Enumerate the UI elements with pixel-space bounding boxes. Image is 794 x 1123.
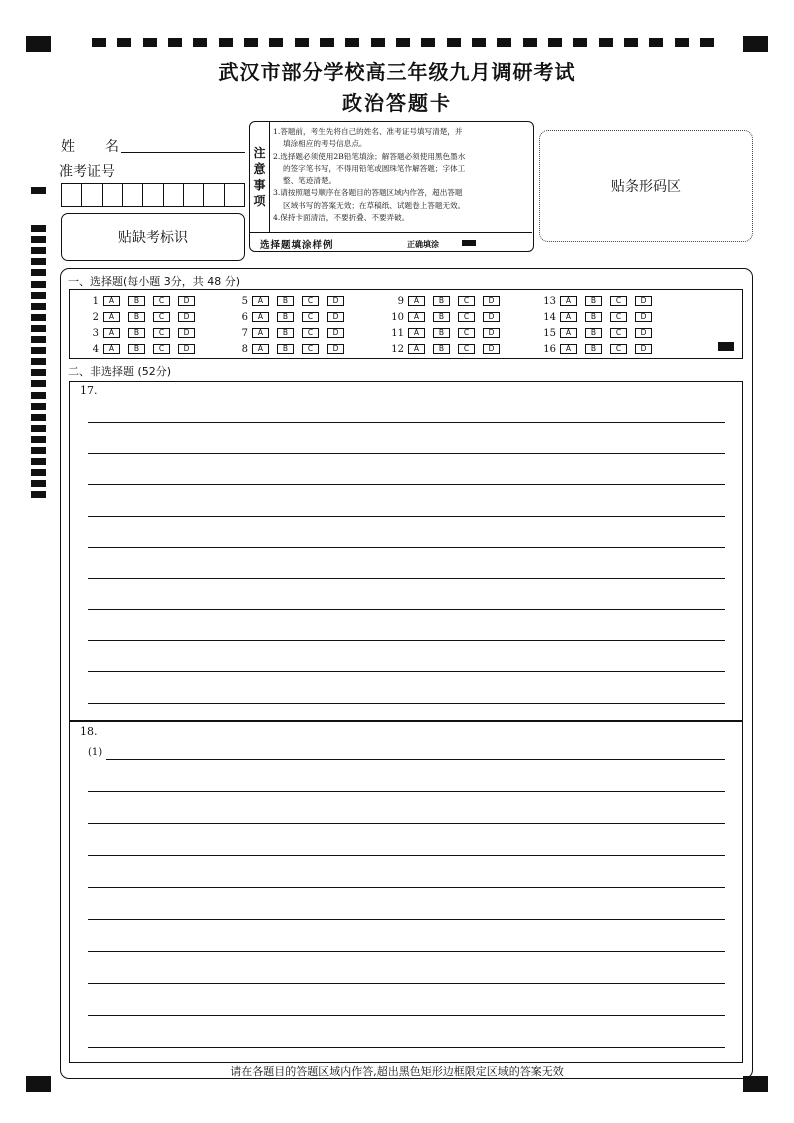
question-17-label: 17. — [80, 384, 98, 397]
timing-dash — [447, 38, 461, 47]
answer-line[interactable] — [88, 547, 725, 548]
mc-option-b[interactable]: B — [128, 344, 145, 354]
mc-question-number: 14 — [543, 311, 556, 323]
name-field[interactable] — [121, 152, 245, 153]
timing-dash — [117, 38, 131, 47]
timing-tick — [31, 380, 46, 387]
mc-question-1 — [88, 295, 203, 307]
mc-question-number: 15 — [543, 327, 556, 339]
timing-tick — [31, 247, 46, 254]
notice-box — [249, 121, 534, 252]
mc-option-a[interactable]: A — [103, 328, 120, 338]
side-mark — [31, 187, 46, 194]
mc-option-a[interactable]: A — [408, 344, 425, 354]
mc-option-b[interactable]: B — [128, 312, 145, 322]
answer-line[interactable] — [88, 609, 725, 610]
timing-dash — [624, 38, 638, 47]
mc-option-a[interactable]: A — [252, 312, 269, 322]
mc-option-b[interactable]: B — [277, 344, 294, 354]
mc-option-a[interactable]: A — [252, 344, 269, 354]
mc-option-c[interactable]: C — [153, 344, 170, 354]
mc-question-number: 3 — [92, 327, 99, 339]
mc-question-12 — [388, 343, 508, 355]
timing-dash — [700, 38, 714, 47]
mc-option-a[interactable]: A — [103, 296, 120, 306]
mc-timing-mark — [718, 342, 734, 351]
timing-tick — [31, 281, 46, 288]
timing-dash — [92, 38, 106, 47]
exam-subtitle: 政治答题卡 — [342, 91, 452, 115]
timing-dash — [371, 38, 385, 47]
mc-question-14 — [540, 311, 660, 323]
mc-question-number: 7 — [241, 327, 248, 339]
mc-option-d[interactable]: D — [483, 312, 500, 322]
answer-line[interactable] — [88, 855, 725, 856]
timing-dash — [320, 38, 334, 47]
answer-line[interactable] — [88, 422, 725, 423]
mc-option-d[interactable]: D — [635, 312, 652, 322]
mc-option-c[interactable]: C — [153, 296, 170, 306]
mc-question-number: 5 — [241, 295, 248, 307]
answer-line[interactable] — [88, 516, 725, 517]
mc-question-4 — [88, 343, 203, 355]
answer-line[interactable] — [88, 703, 725, 704]
mc-option-d[interactable]: D — [635, 344, 652, 354]
answer-line[interactable] — [88, 453, 725, 454]
question-18-label: 18. — [80, 725, 98, 738]
mc-option-b[interactable]: B — [128, 328, 145, 338]
exam-id-grid[interactable] — [61, 183, 245, 207]
mc-question-15 — [540, 327, 660, 339]
timing-tick — [31, 258, 46, 265]
mc-option-c[interactable]: C — [302, 312, 319, 322]
answer-line[interactable] — [106, 759, 725, 760]
answer-line[interactable] — [88, 791, 725, 792]
timing-tick — [31, 414, 46, 421]
mc-question-number: 1 — [92, 295, 99, 307]
mc-option-c[interactable]: C — [458, 312, 475, 322]
mc-option-c[interactable]: C — [610, 344, 627, 354]
mc-option-b[interactable]: B — [585, 344, 602, 354]
mc-option-a[interactable]: A — [408, 296, 425, 306]
mc-question-6 — [237, 311, 352, 323]
timing-dash — [345, 38, 359, 47]
mc-option-b[interactable]: B — [585, 296, 602, 306]
mc-option-a[interactable]: A — [252, 328, 269, 338]
mc-question-7 — [237, 327, 352, 339]
mc-option-a[interactable]: A — [408, 312, 425, 322]
timing-dash — [168, 38, 182, 47]
timing-tick — [31, 314, 46, 321]
timing-dash — [649, 38, 663, 47]
mc-question-number: 4 — [92, 343, 99, 355]
mc-option-a[interactable]: A — [103, 312, 120, 322]
mc-option-c[interactable]: C — [458, 328, 475, 338]
timing-dash — [523, 38, 537, 47]
mc-question-13 — [540, 295, 660, 307]
mc-option-a[interactable]: A — [408, 328, 425, 338]
mc-option-b[interactable]: B — [433, 328, 450, 338]
mc-option-a[interactable]: A — [560, 328, 577, 338]
mc-option-c[interactable]: C — [153, 328, 170, 338]
timing-tick — [31, 369, 46, 376]
answer-line[interactable] — [88, 951, 725, 952]
mc-option-d[interactable]: D — [178, 344, 195, 354]
timing-tick — [31, 303, 46, 310]
mc-option-d[interactable]: D — [327, 312, 344, 322]
section1-title: 一、选择题(每小题 3分，共 48 分) — [68, 275, 241, 288]
mc-option-a[interactable]: A — [252, 296, 269, 306]
mc-question-number: 12 — [391, 343, 404, 355]
mc-option-c[interactable]: C — [610, 328, 627, 338]
mc-option-b[interactable]: B — [277, 296, 294, 306]
mc-option-d[interactable]: D — [327, 296, 344, 306]
mc-option-b[interactable]: B — [433, 296, 450, 306]
mc-option-d[interactable]: D — [635, 328, 652, 338]
mc-question-16 — [540, 343, 660, 355]
timing-dash — [143, 38, 157, 47]
timing-tick — [31, 436, 46, 443]
absence-sticker-area[interactable]: 贴缺考标识 — [61, 213, 245, 261]
correct-fill-sample — [462, 240, 476, 246]
mc-option-d[interactable]: D — [178, 312, 195, 322]
mc-option-b[interactable]: B — [433, 344, 450, 354]
mc-question-11 — [388, 327, 508, 339]
timing-dash — [295, 38, 309, 47]
mc-question-number: 16 — [543, 343, 556, 355]
mc-question-number: 10 — [391, 311, 404, 323]
timing-dash — [675, 38, 689, 47]
exam-id-label: 准考证号 — [59, 164, 115, 180]
answer-line[interactable] — [88, 640, 725, 641]
barcode-sticker-area[interactable]: 贴条形码区 — [539, 130, 753, 242]
answer-line[interactable] — [88, 484, 725, 485]
mc-question-3 — [88, 327, 203, 339]
mc-option-c[interactable]: C — [610, 296, 627, 306]
timing-dash — [599, 38, 613, 47]
timing-tick — [31, 403, 46, 410]
timing-tick — [31, 325, 46, 332]
left-timing-marks — [31, 225, 46, 505]
mc-option-c[interactable]: C — [302, 328, 319, 338]
mc-option-b[interactable]: B — [128, 296, 145, 306]
mc-option-d[interactable]: D — [178, 328, 195, 338]
answer-line[interactable] — [88, 1047, 725, 1048]
timing-tick — [31, 336, 46, 343]
question-18-sub1-label: (1) — [88, 747, 103, 758]
timing-dash — [497, 38, 511, 47]
mc-option-d[interactable]: D — [483, 344, 500, 354]
mc-option-b[interactable]: B — [585, 312, 602, 322]
fill-sample-row — [250, 232, 532, 251]
mc-option-c[interactable]: C — [458, 296, 475, 306]
footer-warning: 请在各题目的答题区域内作答,超出黑色矩形边框限定区域的答案无效 — [230, 1065, 564, 1078]
fill-sample-label: 选择题填涂样例 — [260, 240, 334, 251]
timing-tick — [31, 292, 46, 299]
mc-option-d[interactable]: D — [483, 296, 500, 306]
mc-option-a[interactable]: A — [560, 312, 577, 322]
mc-question-number: 6 — [241, 311, 248, 323]
timing-dash — [421, 38, 435, 47]
mc-question-2 — [88, 311, 203, 323]
answer-line[interactable] — [88, 887, 725, 888]
answer-line[interactable] — [88, 983, 725, 984]
question-18-box[interactable] — [69, 721, 743, 1063]
question-17-box[interactable] — [69, 381, 743, 721]
answer-line[interactable] — [88, 1015, 725, 1016]
answer-line[interactable] — [88, 919, 725, 920]
mc-option-b[interactable]: B — [585, 328, 602, 338]
timing-dash — [573, 38, 587, 47]
mc-question-8 — [237, 343, 352, 355]
mc-option-a[interactable]: A — [560, 344, 577, 354]
mc-option-c[interactable]: C — [610, 312, 627, 322]
mc-option-b[interactable]: B — [277, 328, 294, 338]
timing-dash — [548, 38, 562, 47]
mc-option-d[interactable]: D — [178, 296, 195, 306]
timing-tick — [31, 491, 46, 498]
notice-text: 1.答题前，考生先将自己的姓名、准考证号填写清楚，并 填涂相应的考号信息点。 2.选择题必须使用2B铅笔填涂；解答题必须使用黑色墨水 的签字笔书写，不得用铅笔或圆珠笔作解答题；字体工 整、笔迹清楚。 3.请按照题号顺序在各题目的答题区域内作答，超出答题 区域书写的答案无效；在草稿纸、试题卷上答题无效。 4.保持卡面清洁，不要折叠、不要弄破。 — [273, 127, 466, 223]
timing-tick — [31, 236, 46, 243]
mc-option-c[interactable]: C — [458, 344, 475, 354]
mc-question-5 — [237, 295, 352, 307]
mc-option-d[interactable]: D — [483, 328, 500, 338]
mc-option-a[interactable]: A — [560, 296, 577, 306]
registration-mark-top-right — [743, 36, 768, 52]
notice-heading: 注 意 事 项 — [250, 122, 270, 232]
mc-question-number: 9 — [397, 295, 404, 307]
mc-option-c[interactable]: C — [302, 344, 319, 354]
timing-tick — [31, 347, 46, 354]
mc-question-number: 8 — [241, 343, 248, 355]
mc-question-number: 2 — [92, 311, 99, 323]
section2-title: 二、非选择题 (52分) — [68, 365, 172, 378]
answer-line[interactable] — [88, 823, 725, 824]
mc-question-10 — [388, 311, 508, 323]
registration-mark-top-left — [26, 36, 51, 52]
mc-option-a[interactable]: A — [103, 344, 120, 354]
name-label: 姓 名 — [61, 139, 119, 155]
mc-question-number: 11 — [391, 327, 404, 339]
mc-option-c[interactable]: C — [153, 312, 170, 322]
timing-tick — [31, 225, 46, 232]
timing-tick — [31, 269, 46, 276]
timing-tick — [31, 469, 46, 476]
timing-tick — [31, 447, 46, 454]
timing-dash — [269, 38, 283, 47]
top-timing-strip — [92, 38, 714, 47]
mc-question-9 — [388, 295, 508, 307]
timing-tick — [31, 392, 46, 399]
mc-question-number: 13 — [543, 295, 556, 307]
exam-title: 武汉市部分学校高三年级九月调研考试 — [218, 60, 576, 84]
mc-option-b[interactable]: B — [277, 312, 294, 322]
timing-tick — [31, 458, 46, 465]
timing-dash — [396, 38, 410, 47]
mc-option-d[interactable]: D — [635, 296, 652, 306]
answer-line[interactable] — [88, 671, 725, 672]
timing-dash — [219, 38, 233, 47]
correct-fill-label: 正确填涂 — [407, 240, 439, 249]
timing-tick — [31, 425, 46, 432]
mc-option-b[interactable]: B — [433, 312, 450, 322]
timing-dash — [193, 38, 207, 47]
timing-tick — [31, 358, 46, 365]
mc-option-d[interactable]: D — [327, 328, 344, 338]
answer-line[interactable] — [88, 578, 725, 579]
timing-tick — [31, 480, 46, 487]
mc-option-d[interactable]: D — [327, 344, 344, 354]
timing-dash — [244, 38, 258, 47]
mc-option-c[interactable]: C — [302, 296, 319, 306]
timing-dash — [472, 38, 486, 47]
